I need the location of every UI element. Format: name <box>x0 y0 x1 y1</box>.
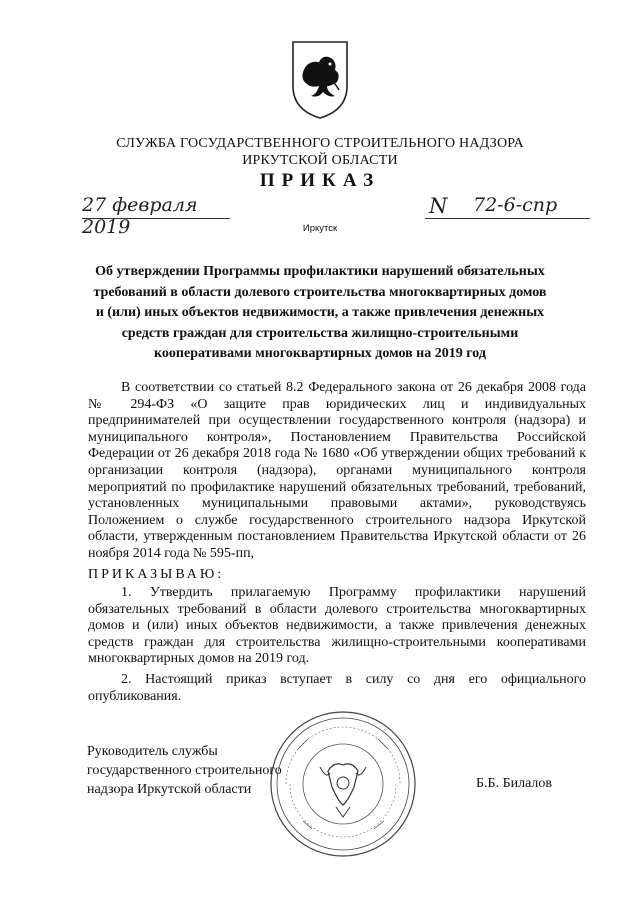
number-prefix: N <box>429 194 448 218</box>
document-type-title: ПРИКАЗ <box>259 170 381 191</box>
official-seal-stamp <box>268 709 418 859</box>
organization-name-line2: ИРКУТСКОЙ ОБЛАСТИ <box>242 153 398 168</box>
handwritten-date: 27 февраля 2019 <box>82 194 198 238</box>
coat-of-arms-emblem <box>289 38 351 120</box>
number-field <box>425 192 590 219</box>
preamble-paragraph: В соответствии со статьей 8.2 Федерального закона от 26 декабря 2008 года № 294-ФЗ «О защите прав юридических лиц и индивидуальных предпринимателей при осуществлении государственного контроля (надзора) и муниципального контроля», Постановлением Правительства Российской Федерации от 26 декабря 2018 года № 1680 «Об утверждении общих требований к организации контроля (надзора), органами муниципального контроля мероприятий по профилактике нарушений обязательных требований, требований, установленных муниципальными правовыми актами», руководствуясь Положением о службе государственного строительного надзора Иркутской области, утвержденным постановлением Правительства Иркутской области от 26 ноября 2014 года № 595-пп, <box>88 380 586 561</box>
position-line-2: государственного строительного <box>87 763 282 778</box>
organization-name-line1: СЛУЖБА ГОСУДАРСТВЕННОГО СТРОИТЕЛЬНОГО НАДЗОРА <box>116 136 524 151</box>
order-item-1: 1. Утвердить прилагаемую Программу профилактики нарушений обязательных требований в области долевого строительства многоквартирных домов и (или) иных объектов недвижимости, а также привлечения денежных средств граждан для строительства жилищно-строительными кооперативами многоквартирных домов на 2019 год. <box>88 585 586 667</box>
order-item-2: 2. Настоящий приказ вступает в силу со дня его официального опубликования. <box>88 672 586 704</box>
order-word: ПРИКАЗЫВАЮ: <box>88 567 225 582</box>
date-field <box>82 192 230 238</box>
position-line-3: надзора Иркутской области <box>87 782 252 797</box>
order-heading: Об утверждении Программы профилактики нарушений обязательных требований в области долевого строительства многоквартирных домов и (или) иных объектов недвижимости, а также привлечения денежных средств граждан для строительства жилищно-строительными кооперативами многоквартирных домов на 2019 год <box>93 264 547 361</box>
signatory-name: Б.Б. Билалов <box>476 776 553 791</box>
position-line-1: Руководитель службы <box>87 744 218 759</box>
handwritten-number: 72-6-спр <box>473 194 558 216</box>
signatory-position <box>87 742 282 799</box>
city-label: Иркутск <box>302 223 338 234</box>
